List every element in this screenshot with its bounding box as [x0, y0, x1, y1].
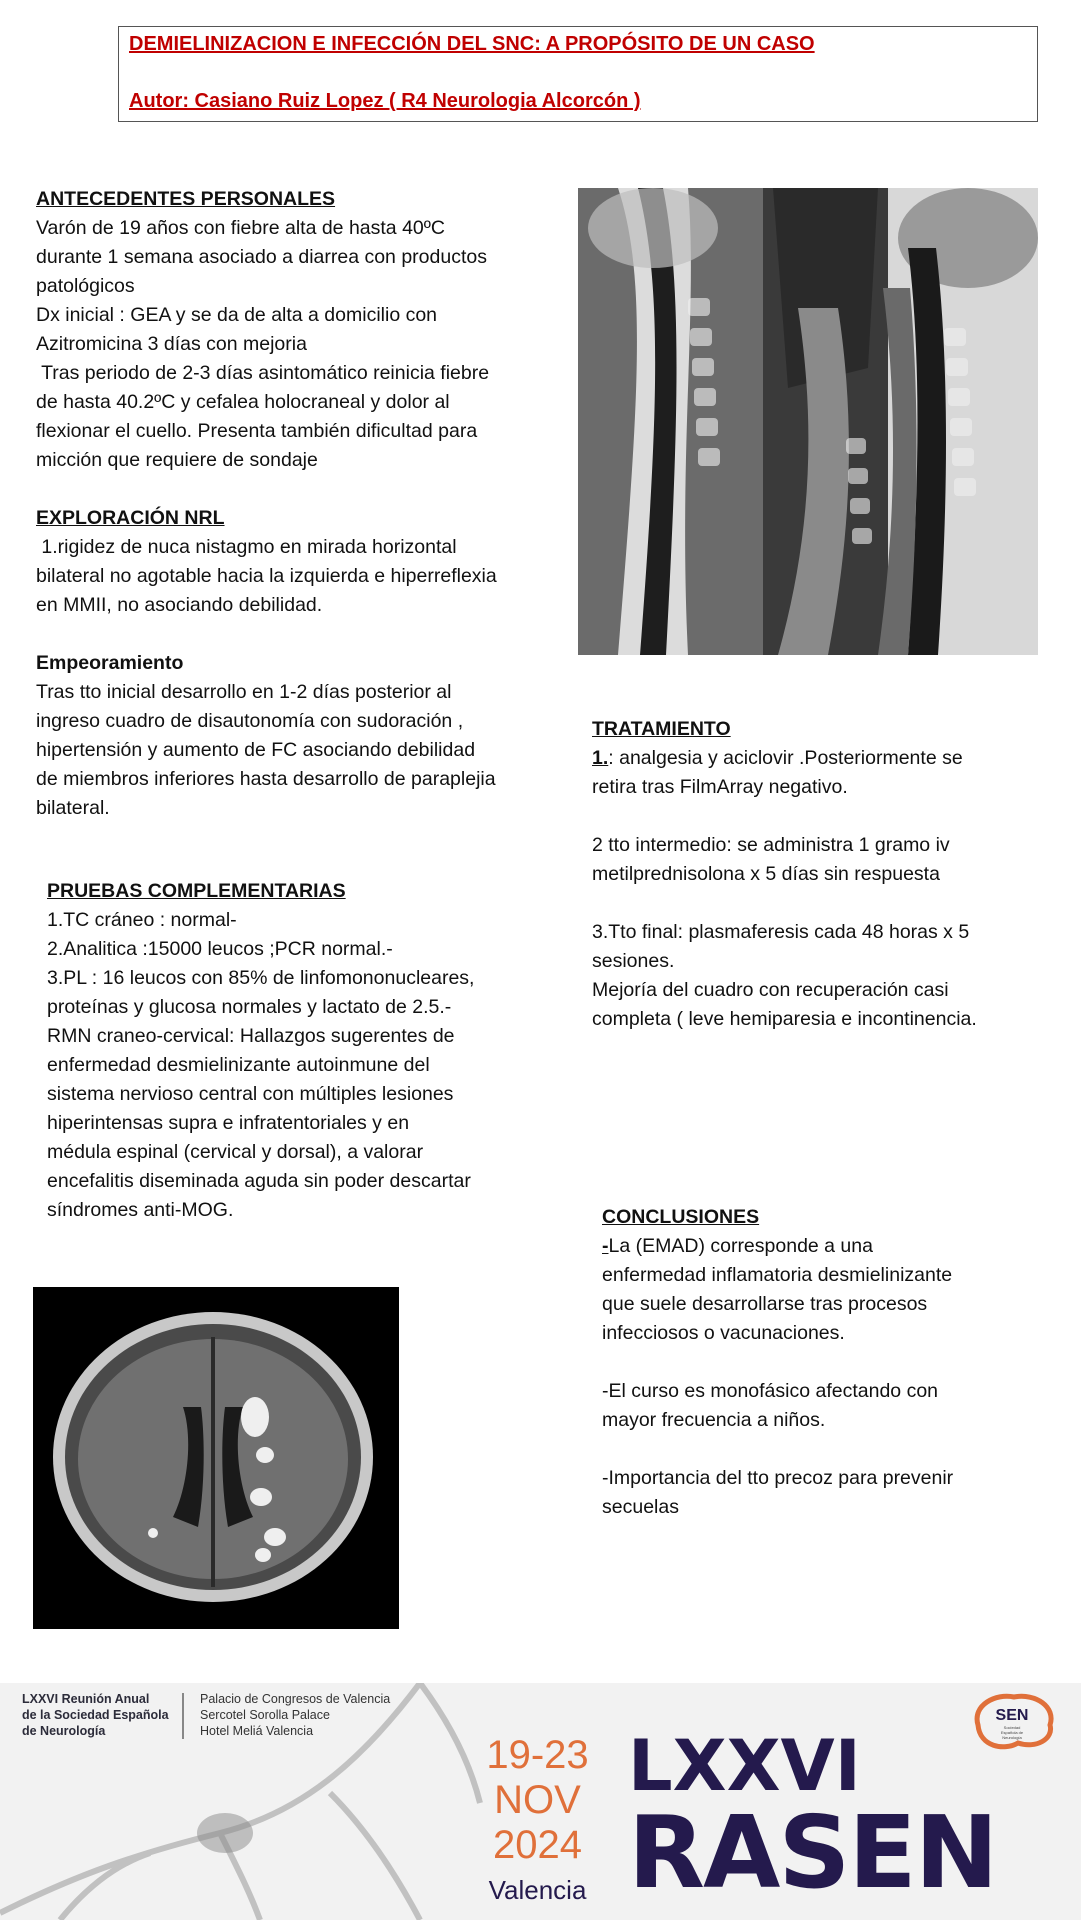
pruebas-section	[47, 877, 547, 1225]
text-line: de miembros inferiores hasta desarrollo de paraplejia	[36, 768, 496, 790]
divider	[182, 1693, 184, 1739]
text-line: Mejoría del cuadro con recuperación casi	[592, 979, 949, 1001]
brain-mri-image	[33, 1287, 399, 1629]
text-line: flexionar el cuello. Presenta también dificultad para	[36, 420, 478, 442]
text-line: ingreso cuadro de disautonomía con sudoración ,	[36, 710, 464, 732]
text-line: Tras periodo de 2-3 días asintomático reinicia fiebre	[36, 362, 490, 384]
text-line: en MMII, no asociando debilidad.	[36, 594, 323, 616]
text-line: completa ( leve hemiparesia e incontinencia.	[592, 1008, 977, 1030]
text-line: 1.rigidez de nuca nistagmo en mirada horizontal	[36, 536, 457, 558]
text-line: micción que requiere de sondaje	[36, 449, 318, 471]
conclusiones-section	[602, 1203, 1052, 1522]
pruebas-heading: PRUEBAS COMPLEMENTARIAS	[47, 880, 346, 902]
antecedentes-section	[36, 185, 566, 475]
antecedentes-heading: ANTECEDENTES PERSONALES	[36, 188, 336, 210]
text-line: retira tras FilmArray negativo.	[592, 776, 848, 798]
event-city: Valencia	[488, 1875, 587, 1905]
sen-logo	[966, 1691, 1058, 1751]
text-line: Varón de 19 años con fiebre alta de hasta 40ºC	[36, 217, 445, 239]
org-line: de la Sociedad Española	[22, 1708, 169, 1722]
text-line: durante 1 semana asociado a diarrea con productos	[36, 246, 487, 268]
venue-line: Hotel Meliá Valencia	[200, 1724, 314, 1738]
text-line	[592, 744, 1052, 773]
text-line: Azitromicina 3 días con mejoria	[36, 333, 307, 355]
text-line: RMN craneo-cervical: Hallazgos sugerentes de	[47, 1025, 455, 1047]
text-line: bilateral no agotable hacia la izquierda e hiperreflexia	[36, 565, 497, 587]
dash: -	[602, 1235, 609, 1257]
text-line: encefalitis diseminada aguda sin poder descartar	[47, 1170, 471, 1192]
text-line: enfermedad desmielinizante autoinmune del	[47, 1054, 430, 1076]
exploracion-section	[36, 504, 566, 620]
text-line: mayor frecuencia a niños.	[602, 1409, 826, 1431]
poster-title: DEMIELINIZACION E INFECCIÓN DEL SNC: A PROPÓSITO DE UN CASO	[129, 33, 815, 55]
text-line: 3.Tto final: plasmaferesis cada 48 horas x 5	[592, 921, 970, 943]
venue-line: Sercotel Sorolla Palace	[200, 1708, 330, 1722]
text-line: patológicos	[36, 275, 135, 297]
text-line: síndromes anti-MOG.	[47, 1199, 234, 1221]
text-line: Dx inicial : GEA y se da de alta a domicilio con	[36, 304, 438, 326]
date-range: 19-23	[486, 1733, 589, 1777]
date-month: NOV	[494, 1778, 581, 1822]
spine-mri-image	[578, 188, 1038, 655]
date-year: 2024	[493, 1823, 582, 1867]
text-line: infecciosos o vacunaciones.	[602, 1322, 845, 1344]
venue	[200, 1691, 390, 1739]
logo-text: SEN	[995, 1707, 1029, 1724]
text-line: secuelas	[602, 1496, 679, 1518]
left-column	[36, 185, 566, 823]
text-line: bilateral.	[36, 797, 110, 819]
text-line: 3.PL : 16 leucos con 85% de linfomononucleares,	[47, 967, 475, 989]
text-line: de hasta 40.2ºC y cefalea holocraneal y dolor al	[36, 391, 450, 413]
item-text: : analgesia y aciclovir .Posteriormente se	[608, 747, 963, 769]
text-line: -El curso es monofásico afectando con	[602, 1380, 939, 1402]
empeoramiento-heading: Empeoramiento	[36, 652, 184, 674]
title-box	[118, 26, 1038, 122]
text-line: metilprednisolona x 5 días sin respuesta	[592, 863, 940, 885]
venue-line: Palacio de Congresos de Valencia	[200, 1692, 391, 1706]
text-line: 2.Analitica :15000 leucos ;PCR normal.-	[47, 938, 393, 960]
org-line: de Neurología	[22, 1724, 106, 1738]
text-line: 1.TC cráneo : normal-	[47, 909, 237, 931]
text-line: enfermedad inflamatoria desmielinizante	[602, 1264, 953, 1286]
conclusiones-heading: CONCLUSIONES	[602, 1206, 760, 1228]
event-dates	[475, 1733, 600, 1868]
logo-subtext: Sociedad Española de Neurología	[1000, 1725, 1024, 1740]
text-line: -Importancia del tto precoz para prevenir	[602, 1467, 954, 1489]
text-line: Tras tto inicial desarrollo en 1-2 días posterior al	[36, 681, 452, 703]
text-line: que suele desarrollarse tras procesos	[602, 1293, 928, 1315]
conference-banner	[0, 1683, 1081, 1920]
text-line: hipertensión y aumento de FC asociando debilidad	[36, 739, 476, 761]
tratamiento-section	[592, 715, 1052, 1034]
item-number: 1.	[592, 747, 609, 769]
empeoramiento-section	[36, 649, 566, 823]
event-name: RASEN	[628, 1794, 997, 1911]
text-line	[602, 1232, 1052, 1261]
text-line: médula espinal (cervical y dorsal), a valorar	[47, 1141, 424, 1163]
tratamiento-heading: TRATAMIENTO	[592, 718, 731, 740]
text-line: proteínas y glucosa normales y lactato de 2.5.-	[47, 996, 452, 1018]
text-line: sesiones.	[592, 950, 675, 972]
org-line: LXXVI Reunión Anual	[22, 1692, 150, 1706]
text-line: 2 tto intermedio: se administra 1 gramo iv	[592, 834, 950, 856]
event-edition: LXXVI	[628, 1725, 861, 1807]
text-line: sistema nervioso central con múltiples lesiones	[47, 1083, 454, 1105]
org-name	[22, 1691, 169, 1739]
poster-author: Autor: Casiano Ruiz Lopez ( R4 Neurologia Alcorcón )	[129, 90, 641, 112]
text-line: hiperintensas supra e infratentoriales y en	[47, 1112, 410, 1134]
item-text: La (EMAD) corresponde a una	[608, 1235, 873, 1257]
exploracion-heading: EXPLORACIÓN NRL	[36, 507, 225, 529]
